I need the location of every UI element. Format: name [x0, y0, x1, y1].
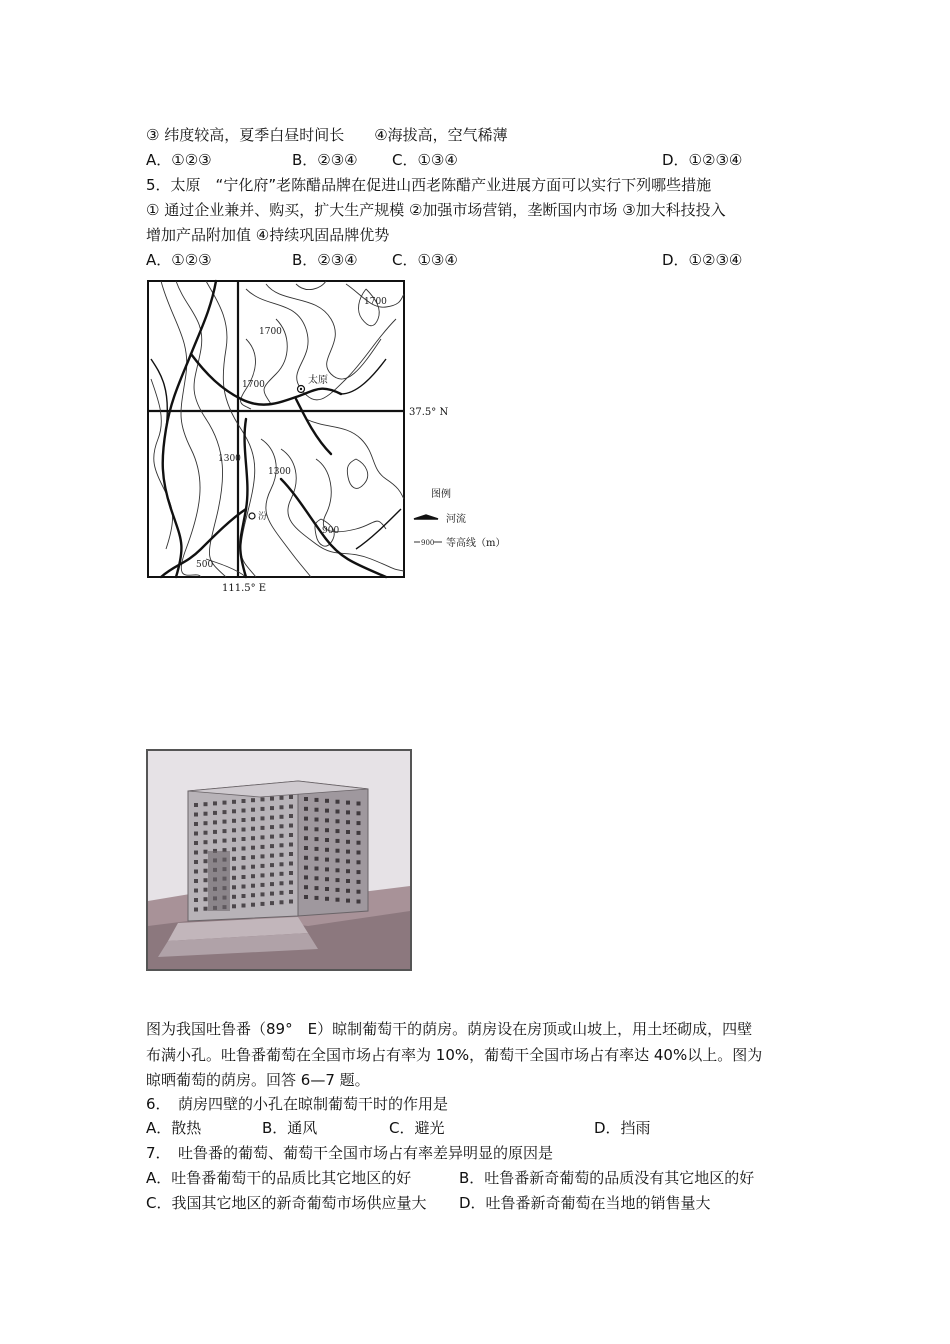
contour-label-1700-c: 1700 — [242, 380, 265, 390]
latitude-label: 37.5° N — [409, 407, 449, 418]
contour-label-1300-a: 1300 — [218, 454, 241, 464]
passage-line-1: 图为我国吐鲁番（89° E）晾制葡萄干的荫房。荫房设在房顶或山坡上，用土坯砌成，四壁 — [146, 1020, 753, 1038]
legend-river-symbol — [414, 515, 438, 519]
q4-option-b: B．②③④ — [292, 151, 358, 169]
q6-option-b: B．通风 — [262, 1119, 318, 1137]
q4-option-d: D．①②③④ — [662, 151, 743, 169]
fenyang-label: 汾 — [258, 512, 268, 522]
taiyuan-label: 太原 — [308, 375, 328, 386]
q5-option-c: C．①③④ — [392, 251, 458, 269]
contour-label-1700-b: 1700 — [259, 327, 282, 337]
q5-options — [146, 250, 846, 270]
q4-option-line-3: ③ 纬度较高，夏季白昼时间长 ④海拔高，空气稀薄 — [146, 126, 508, 144]
map-legend — [414, 487, 505, 549]
passage-line-2: 布满小孔。吐鲁番葡萄在全国市场占有率为 10%，葡萄干全国市场占有率达 40%以上。图为 — [146, 1046, 763, 1064]
q6-option-a: A．散热 — [146, 1119, 202, 1137]
q7-option-c: C．我国其它地区的新奇葡萄市场供应量大 — [146, 1194, 427, 1212]
contour-label-900: 900 — [322, 526, 340, 536]
legend-contour-label: 等高线（m） — [446, 538, 506, 549]
q4-option-a: A．①②③ — [146, 151, 212, 169]
q7-option-d: D．吐鲁番新奇葡萄在当地的销售量大 — [459, 1194, 711, 1212]
q5-statement-line-2: 增加产品附加值 ④持续巩固品牌优势 — [146, 226, 390, 244]
q7-stem: 7． 吐鲁番的葡萄、葡萄干全国市场占有率差异明显的原因是 — [146, 1144, 554, 1162]
longitude-label: 111.5° E — [222, 583, 267, 594]
q7-option-b: B．吐鲁番新奇葡萄的品质没有其它地区的好 — [459, 1169, 755, 1187]
q5-stem: 5．太原 “宁化府”老陈醋品牌在促进山西老陈醋产业进展方面可以实行下列哪些措施 — [146, 176, 712, 194]
legend-contour-sample: 900 — [421, 539, 435, 547]
q7-option-a: A．吐鲁番葡萄干的品质比其它地区的好 — [146, 1169, 412, 1187]
fenyang-city-marker — [249, 513, 255, 519]
q5-option-d: D．①②③④ — [662, 251, 743, 269]
q7-options-row-2 — [146, 1193, 846, 1213]
contour-label-1300-b: 1300 — [268, 467, 291, 477]
q6-options — [146, 1118, 846, 1138]
q6-stem: 6． 荫房四壁的小孔在晾制葡萄干时的作用是 — [146, 1095, 449, 1113]
legend-title: 图例 — [431, 489, 451, 500]
q6-option-d: D．挡雨 — [594, 1119, 651, 1137]
q5-option-b: B．②③④ — [292, 251, 358, 269]
contour-label-500: 500 — [196, 560, 214, 570]
q6-option-c: C．避光 — [389, 1119, 445, 1137]
taiyuan-topographic-map — [146, 279, 526, 597]
legend-river-label: 河流 — [446, 514, 466, 525]
contour-label-1700-a: 1700 — [364, 297, 387, 307]
q4-option-c: C．①③④ — [392, 151, 458, 169]
q7-options-row-1 — [146, 1168, 846, 1188]
passage-line-3: 晾晒葡萄的荫房。回答 6—7 题。 — [146, 1071, 370, 1089]
q5-statement-line-1: ① 通过企业兼并、购买，扩大生产规模 ②加强市场营销，垄断国内市场 ③加大科技投入 — [146, 201, 726, 219]
q5-option-a: A．①②③ — [146, 251, 212, 269]
q4-options — [146, 150, 846, 170]
drying-house-photo — [146, 749, 412, 971]
